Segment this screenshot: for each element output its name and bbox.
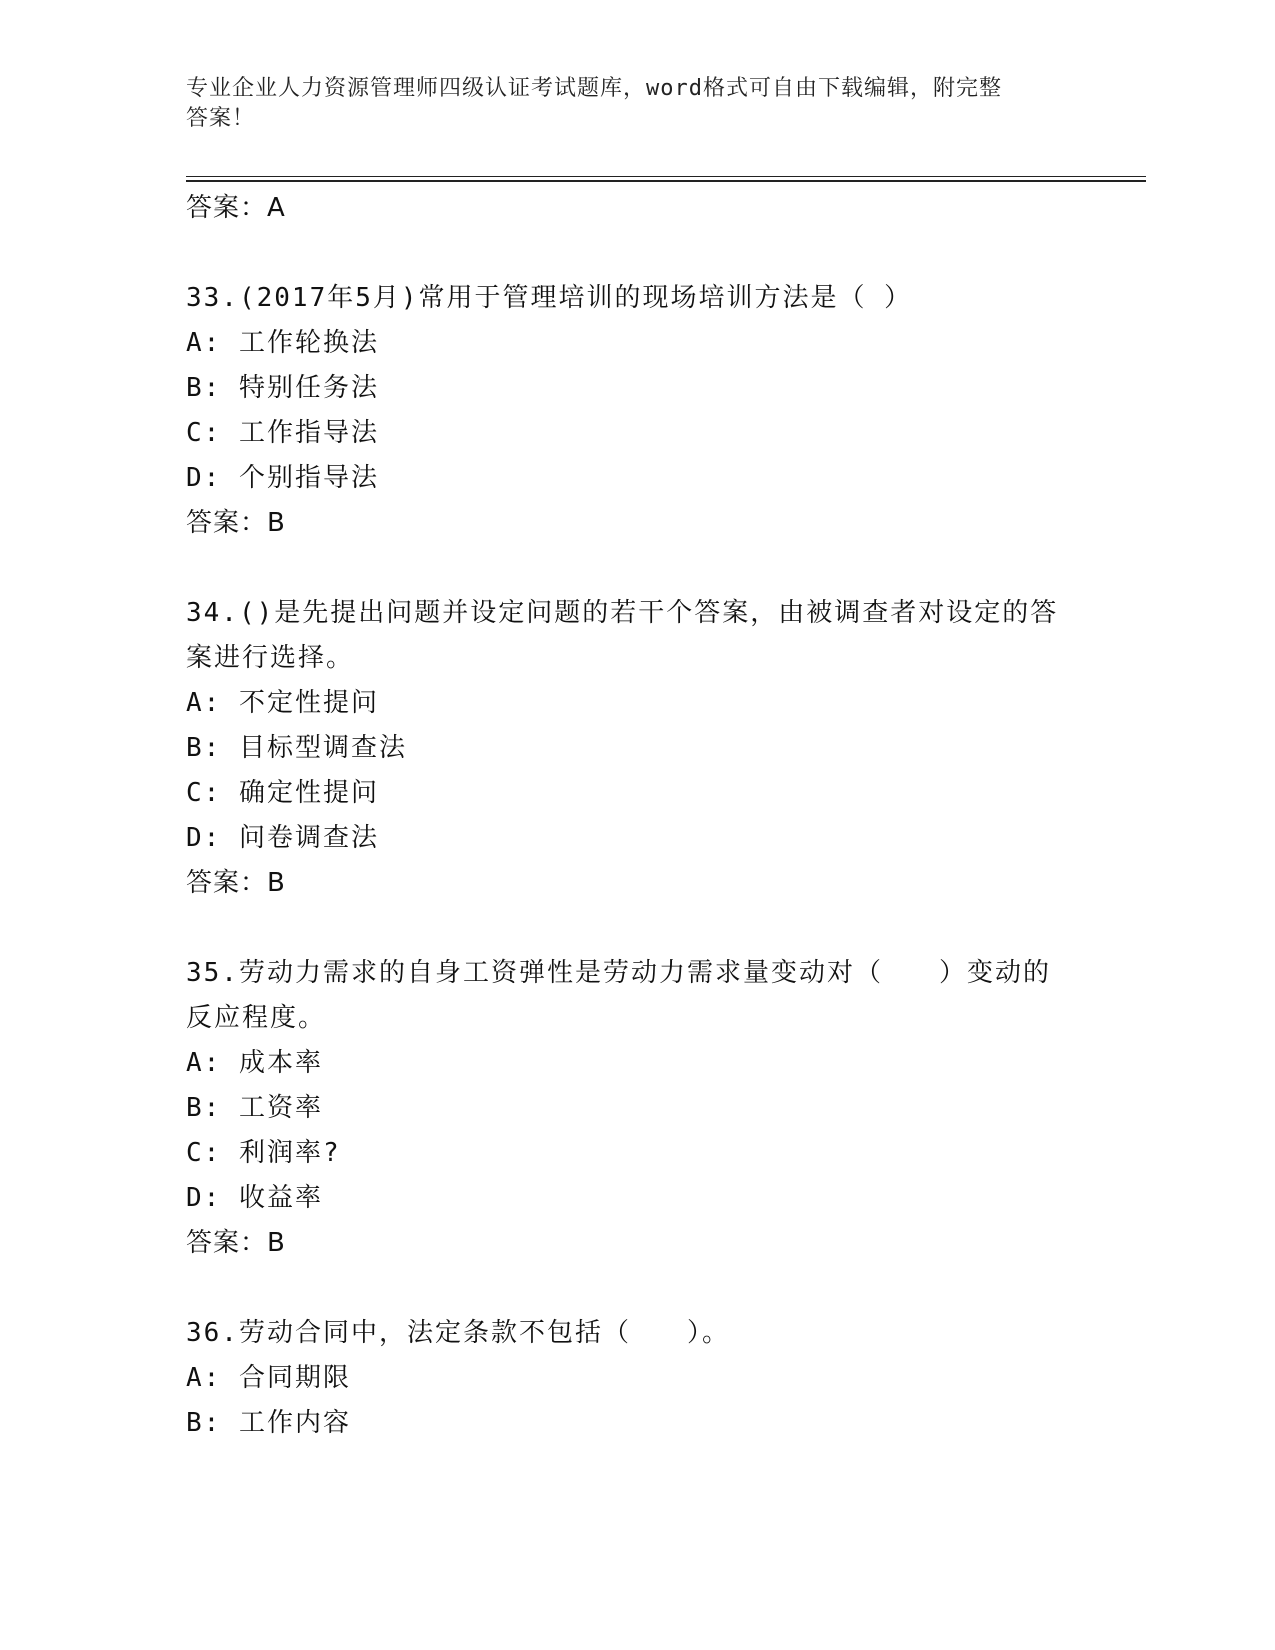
document-page bbox=[186, 0, 1146, 1446]
header-line-2: 答案！ bbox=[186, 106, 256, 131]
answer: 答案：B bbox=[186, 868, 286, 898]
option-a: A: 成本率 bbox=[186, 1048, 323, 1078]
option-b: B: 工作内容 bbox=[186, 1408, 351, 1438]
header-line-1: 专业企业人力资源管理师四级认证考试题库，word格式可自由下载编辑，附完整 bbox=[186, 76, 1002, 101]
option-d: D: 收益率 bbox=[186, 1183, 323, 1213]
question-stem: 35.劳动力需求的自身工资弹性是劳动力需求量变动对（ ）变动的 bbox=[186, 958, 1051, 988]
previous-answer: 答案：A bbox=[186, 193, 286, 223]
question-stem: 33.(2017年5月)常用于管理培训的现场培训方法是（ ） bbox=[186, 283, 913, 313]
answer: 答案：B bbox=[186, 1228, 286, 1258]
question-stem-continued: 反应程度。 bbox=[186, 1003, 327, 1033]
option-b: B: 特别任务法 bbox=[186, 373, 379, 403]
question-stem: 36.劳动合同中，法定条款不包括（ ）。 bbox=[186, 1318, 730, 1348]
option-a: A: 合同期限 bbox=[186, 1363, 351, 1393]
option-b: B: 目标型调查法 bbox=[186, 733, 407, 763]
option-a: A: 工作轮换法 bbox=[186, 328, 379, 358]
option-c: C: 利润率? bbox=[186, 1138, 341, 1168]
question-34 bbox=[186, 591, 1146, 906]
answer: 答案：B bbox=[186, 508, 286, 538]
option-b: B: 工资率 bbox=[186, 1093, 323, 1123]
question-36 bbox=[186, 1311, 1146, 1446]
question-33 bbox=[186, 276, 1146, 546]
header-divider bbox=[186, 176, 1146, 182]
question-stem: 34.()是先提出问题并设定问题的若干个答案，由被调查者对设定的答 bbox=[186, 598, 1059, 628]
question-35 bbox=[186, 951, 1146, 1266]
question-stem-continued: 案进行选择。 bbox=[186, 643, 355, 673]
option-d: D: 个别指导法 bbox=[186, 463, 379, 493]
option-c: C: 工作指导法 bbox=[186, 418, 379, 448]
option-c: C: 确定性提问 bbox=[186, 778, 379, 808]
option-a: A: 不定性提问 bbox=[186, 688, 379, 718]
page-header bbox=[186, 74, 1066, 134]
option-d: D: 问卷调查法 bbox=[186, 823, 379, 853]
